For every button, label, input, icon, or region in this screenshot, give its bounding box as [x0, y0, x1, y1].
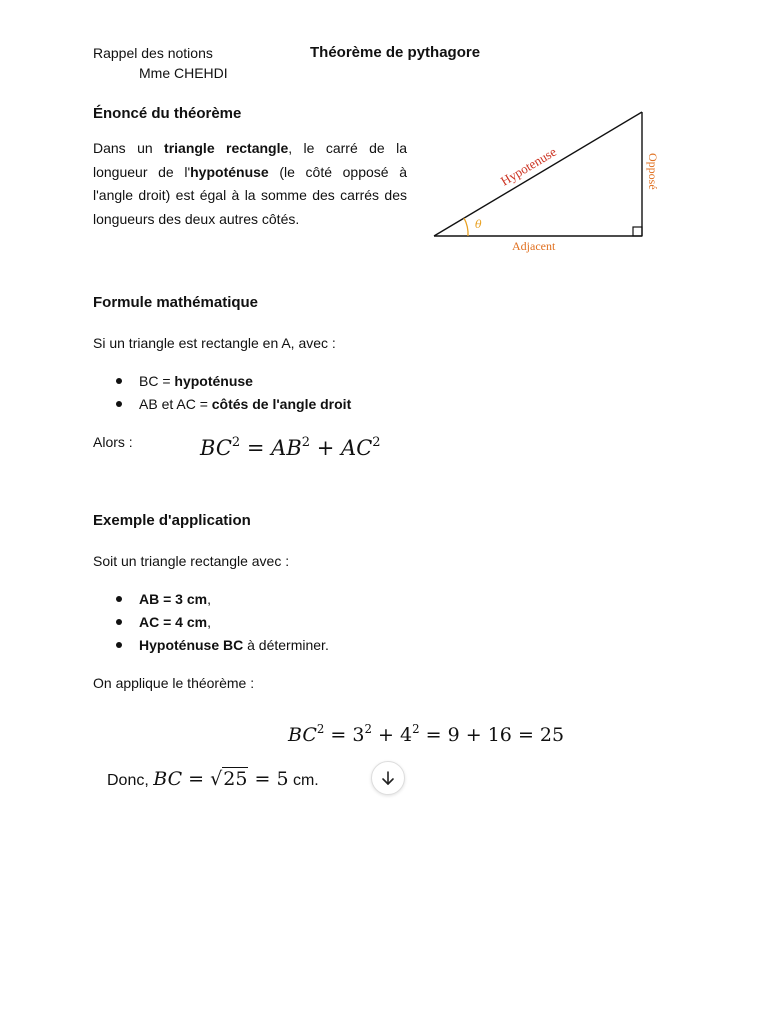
angle-arc: [464, 218, 468, 236]
alors-label: Alors :: [93, 434, 133, 450]
bullet-icon: [116, 401, 122, 407]
apply-label: On applique le théorème :: [93, 675, 255, 691]
text-run: l'angle droit) est égal à la somme des carrés des: [93, 187, 407, 203]
text-run: AB et AC =: [139, 396, 212, 412]
right-angle-marker: [633, 227, 642, 236]
pythagorean-formula: $BC^2 = AB^2 + AC^2$: [200, 434, 381, 460]
bold-text: hypoténuse: [174, 373, 253, 389]
list-item: [93, 371, 351, 394]
statement-line: [93, 161, 407, 185]
list-item: [93, 635, 329, 658]
bold-text: côtés de l'angle droit: [211, 396, 352, 412]
bold-text: triangle rectangle: [164, 140, 289, 156]
page-title: Théorème de pythagore: [310, 44, 481, 61]
list-item: [93, 589, 329, 612]
bullet-icon: [116, 619, 122, 625]
text-run: , le carré de la: [288, 140, 407, 156]
header-author: Mme CHEHDI: [139, 65, 228, 81]
arrow-down-icon: [381, 770, 395, 786]
bullet-icon: [116, 378, 122, 384]
statement-line: [93, 208, 407, 232]
bold-text: AC = 4 cm: [139, 614, 208, 630]
calculation-formula: $BC^2 = 3^2 + 4^2 = 9 + 16 = 25$: [288, 721, 565, 746]
adjacent-label: Adjacent: [512, 239, 556, 253]
statement-line: [93, 137, 407, 161]
list-item: [93, 612, 329, 635]
bold-text: Hypoténuse BC: [139, 637, 244, 653]
section-heading-enonce: Énoncé du théorème: [93, 105, 242, 122]
section-heading-exemple: Exemple d'application: [93, 512, 251, 529]
opposite-label: Opposé: [646, 153, 660, 190]
conclusion-line: Donc, BC = √25 = 5 cm.: [107, 768, 319, 790]
bullet-icon: [116, 596, 122, 602]
right-triangle-diagram: [420, 100, 660, 260]
statement-line: [93, 184, 407, 208]
angle-theta-label: θ: [475, 218, 482, 231]
text-run: longueur de l': [93, 163, 191, 180]
triangle-hypotenuse-side: [434, 112, 642, 236]
text-run: ,: [207, 614, 211, 630]
text-run: (le côté opposé à: [268, 163, 407, 180]
scroll-down-button[interactable]: [371, 761, 405, 795]
section-heading-formule: Formule mathématique: [93, 294, 259, 311]
bold-text: hypoténuse: [190, 163, 269, 180]
formula-intro: Si un triangle est rectangle en A, avec :: [93, 335, 336, 351]
text-run: à déterminer.: [243, 637, 329, 653]
formula-bullet-list: [93, 371, 351, 417]
text-run: ,: [207, 591, 211, 607]
text-run: BC =: [139, 373, 175, 389]
header-left-label: Rappel des notions: [93, 45, 213, 61]
example-intro: Soit un triangle rectangle avec :: [93, 553, 290, 569]
text-run: longueurs des deux autres côtés.: [93, 210, 300, 227]
list-item: [93, 394, 351, 417]
theorem-statement: [93, 137, 407, 231]
bullet-icon: [116, 642, 122, 648]
hypotenuse-label: Hypotenuse: [497, 143, 559, 189]
text-run: Dans un: [93, 140, 165, 156]
bold-text: AB = 3 cm: [139, 591, 208, 607]
example-bullet-list: [93, 589, 329, 658]
